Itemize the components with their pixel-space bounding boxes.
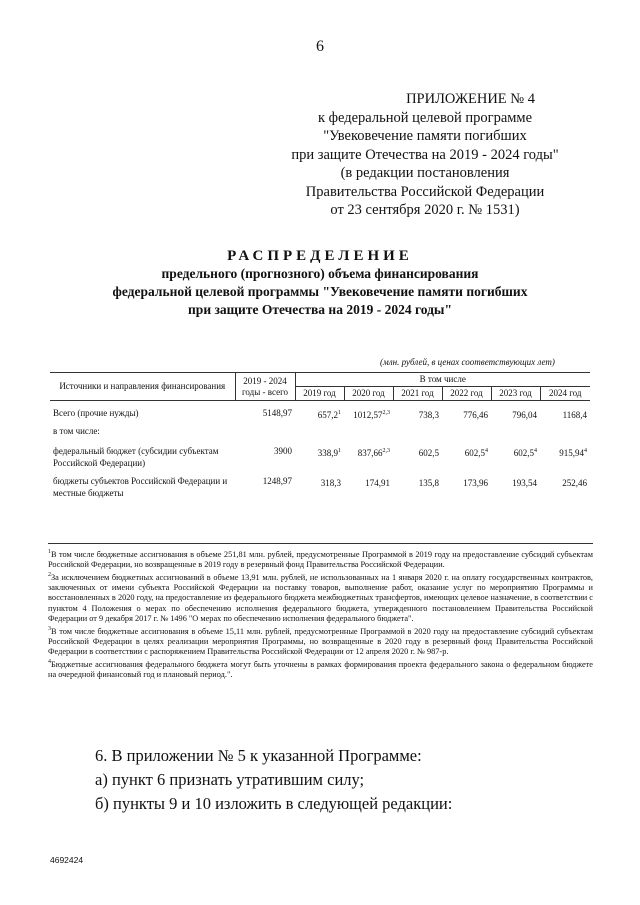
row-value-text: 738,3 [418, 410, 439, 420]
title-heading: РАСПРЕДЕЛЕНИЕ [227, 248, 413, 264]
footnote-ref: 1 [338, 410, 341, 416]
footnote [48, 657, 593, 680]
row-value-text: 318,3 [320, 478, 341, 488]
row-value [442, 439, 491, 471]
footnote-ref: 2,3 [382, 448, 390, 454]
row-value [295, 439, 344, 471]
appendix-line: ПРИЛОЖЕНИЕ № 4 [406, 91, 535, 107]
row-label [50, 401, 235, 424]
row-value [540, 439, 590, 471]
row-value [491, 401, 540, 424]
row-label [50, 471, 235, 501]
footnote [48, 547, 593, 570]
row-value-text: 1012,57 [353, 410, 383, 420]
row-value-text: 602,5 [513, 448, 534, 458]
row-value [344, 439, 393, 471]
footnote [48, 570, 593, 624]
row-value-text: 602,5 [464, 448, 485, 458]
row-value [393, 439, 442, 471]
footnote-text: В том числе бюджетные ассигнования в объеме 251,81 млн. рублей, предусмотренные Программой в 2019 году на предоставление субсидий субъектам Российской Федерации, но возвращенные в 2019 году в резервный фонд Правительства Российской Федерации. [48, 549, 593, 569]
row-value [295, 471, 344, 501]
footnote-ref: 1 [338, 448, 341, 454]
footnote [48, 624, 593, 657]
footnote-text: В том числе бюджетные ассигнования в объеме 15,11 млн. рублей, предусмотренные Программой в 2020 году на предоставление субсидий субъектам Российской Федерации в целях реализации мероприятия Программы, но возвращенные в 2020 году в резервный фонд Правительства Российской Федерации в соответствии с распоряжением Правительства Российской Федерации от 12 апреля 2020 г. № 987-р. [48, 626, 593, 657]
footnote-mark: 2 [48, 572, 51, 579]
title-line: предельного (прогнозного) объема финансирования [161, 266, 479, 281]
row-total [235, 423, 295, 439]
row-value [491, 423, 540, 439]
body-text [95, 744, 452, 816]
row-value-text: 796,04 [512, 410, 537, 420]
row-value [442, 401, 491, 424]
row-value [393, 401, 442, 424]
row-value [442, 423, 491, 439]
row-value-text: 173,96 [463, 478, 488, 488]
title-line: федеральной целевой программы "Увековечение памяти погибших [112, 284, 528, 299]
row-value [344, 471, 393, 501]
table-row [50, 439, 590, 471]
body-line: б) пункты 9 и 10 изложить в следующей редакции: [95, 794, 453, 813]
row-value-text: 1168,4 [562, 410, 587, 420]
header-year: 2023 год [491, 387, 540, 401]
body-line: а) пункт 6 признать утратившим силу; [95, 770, 365, 789]
row-label-text: бюджеты субъектов Российской Федерации и местные бюджеты [53, 476, 228, 498]
document-number: 4692424 [50, 855, 84, 865]
footnote-ref: 2,3 [382, 410, 390, 416]
header-sources: Источники и направления финансирования [50, 373, 235, 401]
row-total [235, 439, 295, 471]
appendix-line: от 23 сентября 2020 г. № 1531) [330, 202, 520, 218]
row-value-text: 837,66 [357, 448, 383, 458]
row-total-text: 1248,97 [262, 476, 292, 486]
row-value [491, 471, 540, 501]
table-row [50, 471, 590, 501]
footnote-ref: 4 [534, 448, 537, 454]
appendix-header [255, 90, 595, 220]
row-total-text: 5148,97 [262, 408, 292, 418]
row-value [295, 401, 344, 424]
footnote-text: За исключением бюджетных ассигнований в объеме 13,91 млн. рублей, не использованных на 1 января 2020 г. на оплату государственных контрактов, заключенных от имени субъекта Российской Федерации на поставку товаров, выполнение работ, оказание услуг по мероприятию Программы и восстановленных в 2020 году, на предоставление из федерального бюджета межбюджетных трансфертов, имеющих целевое назначение, в соответствии с пунктом 4 Положения о мерах по обеспечению исполнения федерального бюджета, утвержденного постановлением Правительства Российской Федерации от 9 декабря 2017 г. № 1496 "О мерах по обеспечению исполнения федерального бюджета". [48, 572, 593, 623]
row-value [540, 401, 590, 424]
header-year: 2021 год [393, 387, 442, 401]
financing-table [50, 372, 590, 501]
footnote-mark: 4 [48, 659, 51, 666]
header-incl: В том числе [295, 373, 590, 387]
footnotes [48, 543, 593, 681]
row-value [540, 471, 590, 501]
footnote-mark: 3 [48, 625, 51, 632]
row-value-text: 915,94 [559, 448, 584, 458]
row-value-text: 174,91 [365, 478, 390, 488]
row-total [235, 471, 295, 501]
row-value-text: 252,46 [562, 478, 587, 488]
row-value [393, 423, 442, 439]
header-total: 2019 - 2024 годы - всего [235, 373, 295, 401]
units-note: (млн. рублей, в ценах соответствующих лет) [380, 357, 555, 367]
appendix-line: к федеральной целевой программе [317, 109, 533, 126]
row-value [344, 401, 393, 424]
row-value [442, 471, 491, 501]
row-value-text: 602,5 [418, 448, 439, 458]
footnote-ref: 4 [584, 448, 587, 454]
table-row [50, 401, 590, 424]
row-label-text: Всего (прочие нужды) [53, 408, 139, 418]
row-label-text: в том числе: [53, 426, 100, 436]
row-value-text: 135,8 [418, 478, 439, 488]
row-value [393, 471, 442, 501]
footnote-text: Бюджетные ассигнования федерального бюджета могут быть уточнены в рамках формирования проекта федерального закона о федеральном бюджете на очередной финансовый год и плановый период.". [48, 660, 593, 680]
row-total [235, 401, 295, 424]
appendix-line: "Увековечение памяти погибших [323, 128, 527, 144]
row-value [540, 423, 590, 439]
row-value [295, 423, 344, 439]
body-line: 6. В приложении № 5 к указанной Программе: [95, 746, 422, 765]
row-total-text: 3900 [274, 446, 292, 456]
page-number: 6 [316, 38, 324, 55]
row-value [344, 423, 393, 439]
row-label-text: федеральный бюджет (субсидии субъектам Российской Федерации) [53, 446, 219, 468]
row-label [50, 439, 235, 471]
row-value-text: 657,2 [317, 410, 338, 420]
row-value-text: 776,46 [463, 410, 488, 420]
row-value-text: 193,54 [512, 478, 537, 488]
appendix-line: (в редакции постановления [340, 165, 510, 181]
header-year: 2022 год [442, 387, 491, 401]
appendix-line: при защите Отечества на 2019 - 2024 годы" [291, 146, 559, 163]
appendix-line: Правительства Российской Федерации [305, 183, 545, 200]
row-value-text: 338,9 [317, 448, 338, 458]
footnote-ref: 4 [485, 448, 488, 454]
table-row [50, 423, 590, 439]
header-year: 2024 год [540, 387, 590, 401]
title-line: при защите Отечества на 2019 - 2024 годы" [188, 302, 452, 317]
row-label [50, 423, 235, 439]
row-value [491, 439, 540, 471]
footnote-mark: 1 [48, 549, 51, 555]
header-year: 2020 год [344, 387, 393, 401]
document-title [0, 248, 640, 319]
header-year: 2019 год [295, 387, 344, 401]
